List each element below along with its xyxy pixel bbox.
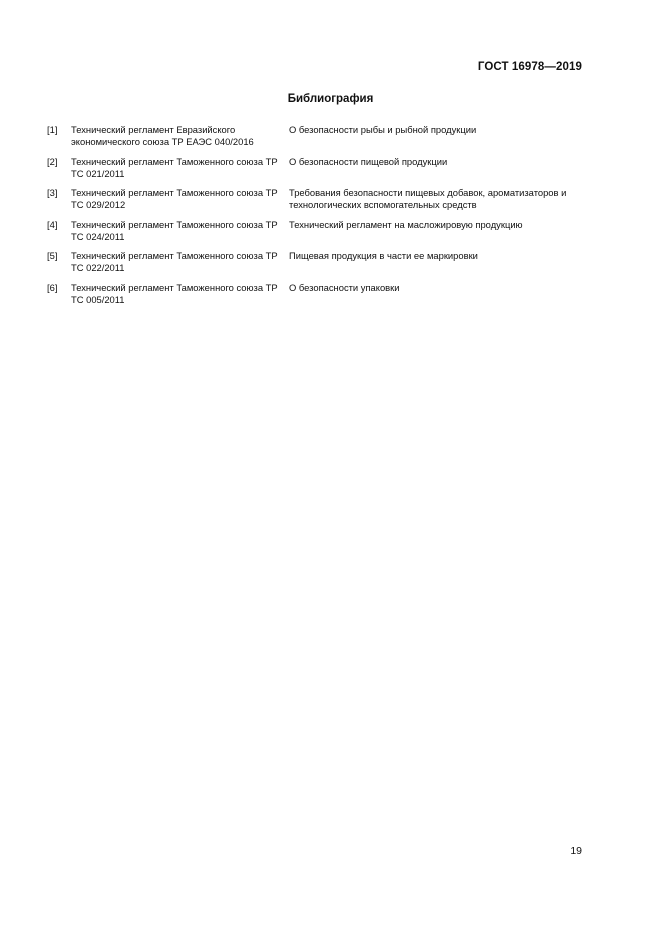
bibliography-entry [47, 156, 587, 180]
entry-subject: О безопасности рыбы и рыбной продукции [289, 124, 477, 135]
entry-source: Технический регламент Таможенного союза ТР ТС 029/2012 [71, 187, 278, 210]
entry-subject: О безопасности упаковки [289, 281, 400, 293]
entry-subject: Пищевая продукция в части ее маркировки [289, 250, 478, 261]
entry-source: Технический регламент Таможенного союза ТР ТС 024/2011 [71, 218, 278, 242]
document-code: ГОСТ 16978—2019 [477, 61, 582, 73]
entry-source: Технический регламент Таможенного союза ТР ТС 022/2011 [71, 250, 278, 273]
entry-source: Технический регламент Евразийского экономического союза ТР ЕАЭС 040/2016 [71, 124, 254, 147]
bibliography-entry [47, 124, 587, 148]
entry-number: [4] [47, 218, 58, 230]
entry-source: Технический регламент Таможенного союза ТР ТС 005/2011 [71, 281, 278, 305]
bibliography-list [47, 124, 587, 313]
bibliography-entry [47, 250, 587, 274]
entry-number: [1] [47, 124, 58, 135]
entry-number: [6] [47, 281, 58, 293]
entry-subject: Требования безопасности пищевых добавок, ароматизаторов и технологических вспомогательных средств [289, 187, 567, 210]
entry-subject: Технический регламент на масложировую продукцию [289, 218, 523, 230]
entry-number: [2] [47, 155, 58, 167]
bibliography-entry [47, 282, 587, 306]
bibliography-entry [47, 187, 587, 211]
section-title: Библиография [287, 93, 374, 105]
page-number: 19 [570, 845, 582, 857]
entry-source: Технический регламент Таможенного союза ТР ТС 021/2011 [71, 155, 278, 179]
entry-number: [5] [47, 250, 58, 261]
bibliography-entry [47, 219, 587, 243]
entry-number: [3] [47, 187, 58, 198]
entry-subject: О безопасности пищевой продукции [289, 155, 448, 167]
